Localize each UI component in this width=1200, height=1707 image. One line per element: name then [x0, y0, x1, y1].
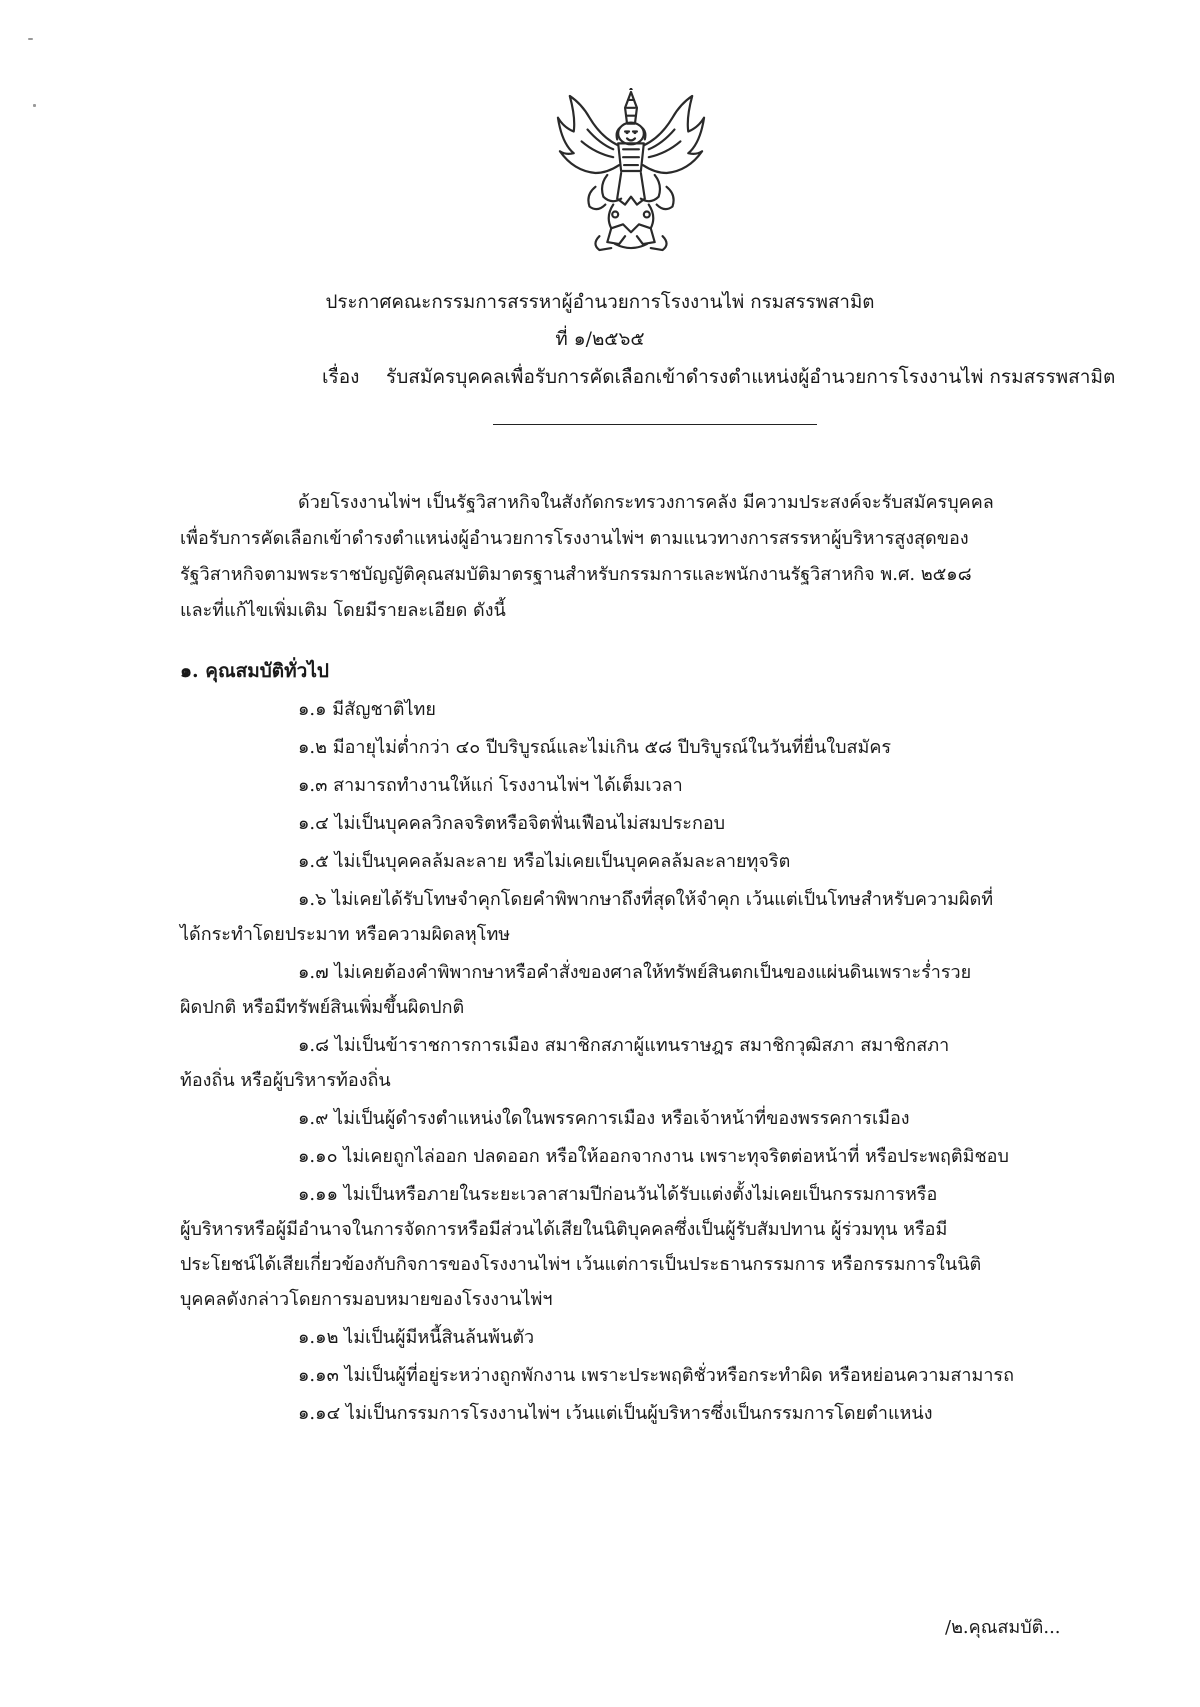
qualification-continuation: บุคคลดังกล่าวโดยการมอบหมายของโรงงานไพ่ฯ [180, 1289, 553, 1310]
qualification-item: ๑.๑ มีสัญชาติไทย [298, 699, 436, 720]
qualification-item: ๑.๑๑ ไม่เป็นหรือภายในระยะเวลาสามปีก่อนวันได้รับแต่งตั้งไม่เคยเป็นกรรมการหรือ [298, 1184, 938, 1205]
qualification-item: ๑.๒ มีอายุไม่ต่ำกว่า ๔๐ ปีบริบูรณ์และไม่เกิน ๕๘ ปีบริบูรณ์ในวันที่ยื่นใบสมัคร [298, 737, 892, 758]
qualification-item: ๑.๓ สามารถทำงานให้แก่ โรงงานไพ่ฯ ได้เต็มเวลา [298, 775, 683, 796]
qualification-continuation: ได้กระทำโดยประมาท หรือความผิดลหุโทษ [180, 924, 511, 945]
page-continuation-note: /๒.คุณสมบัติ... [945, 1617, 1061, 1638]
qualification-item: ๑.๑๒ ไม่เป็นผู้มีหนี้สินล้นพ้นตัว [298, 1327, 535, 1348]
qualification-item: ๑.๔ ไม่เป็นบุคคลวิกลจริตหรือจิตฟั่นเฟือนไม่สมประกอบ [298, 813, 726, 834]
garuda-emblem-icon [552, 88, 710, 256]
intro-line: และที่แก้ไขเพิ่มเติม โดยมีรายละเอียด ดังนี้ [180, 600, 506, 621]
announcement-title: ประกาศคณะกรรมการสรรหาผู้อำนวยการโรงงานไพ่ กรมสรรพสามิต [325, 292, 875, 313]
qualification-item: ๑.๑๐ ไม่เคยถูกไล่ออก ปลดออก หรือให้ออกจากงาน เพราะทุจริตต่อหน้าที่ หรือประพฤติมิชอบ [298, 1146, 1009, 1167]
scan-speck [33, 104, 36, 107]
section-heading-general-qualifications: ๑. คุณสมบัติทั่วไป [180, 660, 329, 682]
intro-line: รัฐวิสาหกิจตามพระราชบัญญัติคุณสมบัติมาตรฐานสำหรับกรรมการและพนักงานรัฐวิสาหกิจ พ.ศ. ๒๕๑๘ [180, 564, 972, 585]
subject-text: รับสมัครบุคคลเพื่อรับการคัดเลือกเข้าดำรงตำแหน่งผู้อำนวยการโรงงานไพ่ กรมสรรพสามิต [386, 366, 1116, 388]
qualification-item: ๑.๙ ไม่เป็นผู้ดำรงตำแหน่งใดในพรรคการเมือง หรือเจ้าหน้าที่ของพรรคการเมือง [298, 1108, 910, 1129]
qualification-item: ๑.๕ ไม่เป็นบุคคลล้มละลาย หรือไม่เคยเป็นบุคคลล้มละลายทุจริต [298, 851, 791, 872]
announcement-subject [322, 364, 1115, 390]
qualification-item: ๑.๑๔ ไม่เป็นกรรมการโรงงานไพ่ฯ เว้นแต่เป็นผู้บริหารซึ่งเป็นกรรมการโดยตำแหน่ง [298, 1403, 933, 1424]
subject-label: เรื่อง [322, 366, 360, 388]
announcement-number: ที่ ๑/๒๕๖๕ [555, 329, 645, 350]
qualification-continuation: ผู้บริหารหรือผู้มีอำนาจในการจัดการหรือมีส่วนได้เสียในนิติบุคคลซึ่งเป็นผู้รับสัมปทาน ผู้ร่วมทุน หรือมี [180, 1219, 948, 1240]
qualification-continuation: ท้องถิ่น หรือผู้บริหารท้องถิ่น [180, 1070, 391, 1091]
qualification-item: ๑.๘ ไม่เป็นข้าราชการการเมือง สมาชิกสภาผู้แทนราษฎร สมาชิกวุฒิสภา สมาชิกสภา [298, 1035, 950, 1056]
intro-line: เพื่อรับการคัดเลือกเข้าดำรงตำแหน่งผู้อำนวยการโรงงานไพ่ฯ ตามแนวทางการสรรหาผู้บริหารสูงสุดของ [180, 528, 969, 549]
qualification-continuation: ประโยชน์ได้เสียเกี่ยวข้องกับกิจการของโรงงานไพ่ฯ เว้นแต่การเป็นประธานกรรมการ หรือกรรมการในนิติ [180, 1254, 982, 1275]
qualification-item: ๑.๑๓ ไม่เป็นผู้ที่อยู่ระหว่างถูกพักงาน เพราะประพฤติชั่วหรือกระทำผิด หรือหย่อนความสามารถ [298, 1365, 1014, 1386]
intro-line: ด้วยโรงงานไพ่ฯ เป็นรัฐวิสาหกิจในสังกัดกระทรวงการคลัง มีความประสงค์จะรับสมัครบุคคล [298, 492, 994, 513]
qualification-continuation: ผิดปกติ หรือมีทรัพย์สินเพิ่มขึ้นผิดปกติ [180, 997, 465, 1018]
qualification-item: ๑.๗ ไม่เคยต้องคำพิพากษาหรือคำสั่งของศาลให้ทรัพย์สินตกเป็นของแผ่นดินเพราะร่ำรวย [298, 962, 972, 983]
qualification-item: ๑.๖ ไม่เคยได้รับโทษจำคุกโดยคำพิพากษาถึงที่สุดให้จำคุก เว้นแต่เป็นโทษสำหรับความผิดที่ [298, 889, 994, 910]
title-divider [493, 424, 817, 425]
scan-speck [28, 38, 33, 40]
